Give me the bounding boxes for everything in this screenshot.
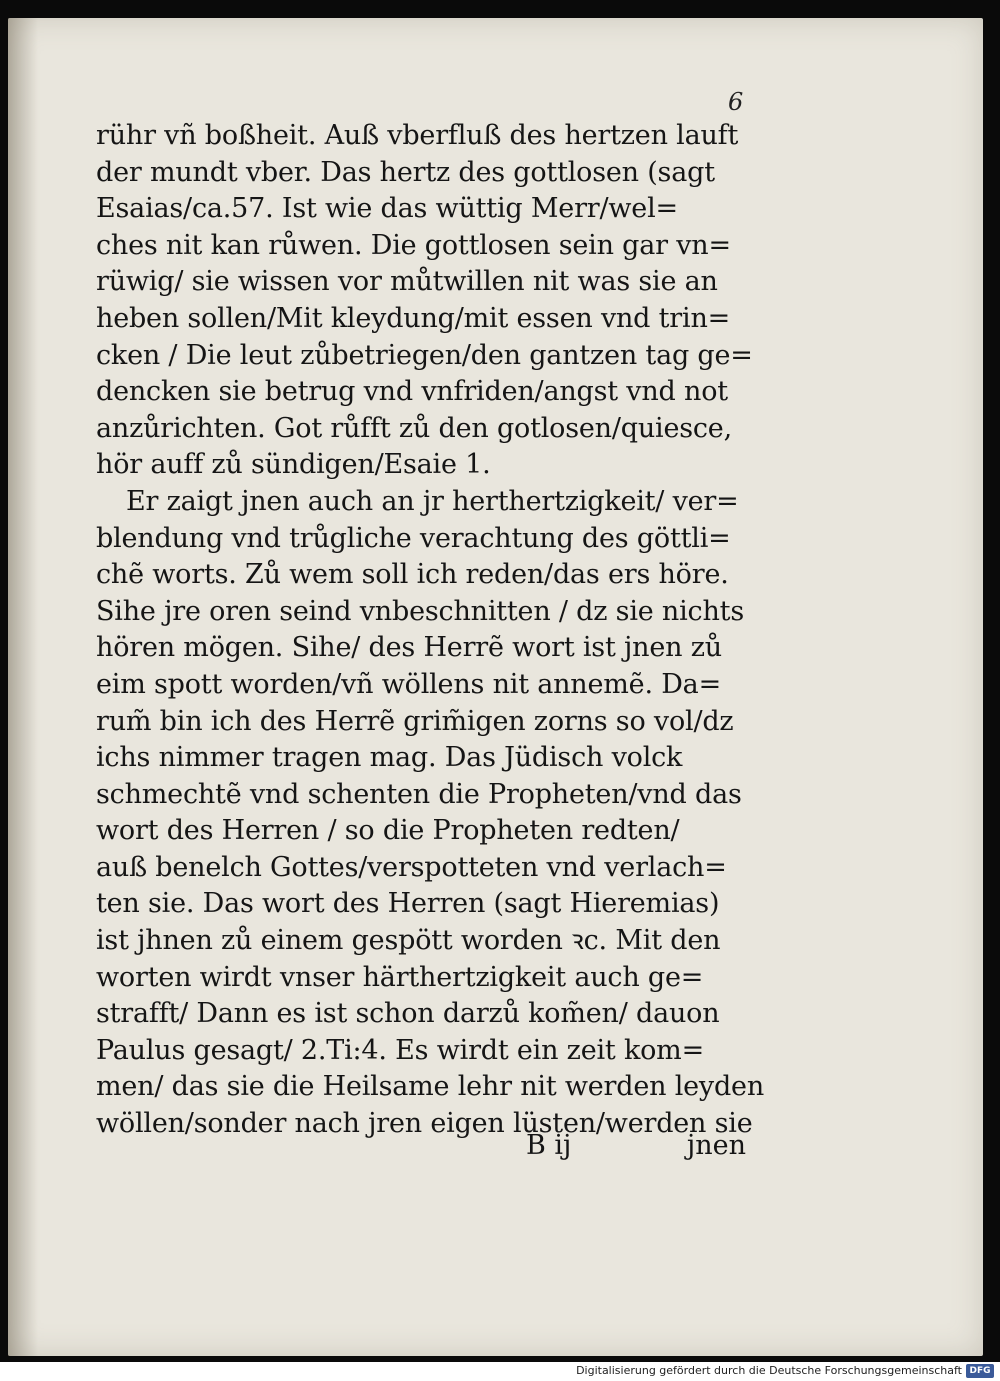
text-line: rühr vñ boßheit. Auß vberfluß des hertzen lauft: [96, 120, 739, 151]
text-line: chẽ worts. Zů wem soll ich reden/das ers höre.: [96, 559, 729, 591]
text-line: strafft/ Dann es ist schon darzů kom̃en/ dauon: [96, 998, 720, 1030]
text-line: ist jhnen zů einem gespött worden ꝛc. Mit den: [96, 925, 721, 957]
text-line: anzůrichten. Got růfft zů den gotlosen/quiesce,: [96, 412, 732, 444]
text-line: auß benelch Gottes/verspotteten vnd verlach=: [96, 851, 727, 883]
text-line: schmechtẽ vnd schenten die Propheten/vnd das: [96, 778, 742, 810]
dfg-logo-icon: DFG: [966, 1364, 994, 1378]
page-footer-row: [96, 1130, 746, 1170]
text-line: Esaias/ca.57. Ist wie das wüttig Merr/wel=: [96, 193, 678, 225]
text-line: men/ das sie die Heilsame lehr nit werden leyden: [96, 1071, 765, 1103]
text-line: blendung vnd trůgliche verachtung des göttli=: [96, 522, 731, 554]
signature-mark: B ij: [526, 1130, 572, 1161]
text-line: ches nit kan růwen. Die gottlosen sein gar vn=: [96, 229, 731, 261]
text-line: wort des Herren / so die Propheten redten/: [96, 815, 680, 847]
text-line: dencken sie betrug vnd vnfriden/angst vnd not: [96, 376, 728, 408]
text-line: Sihe jre oren seind vnbeschnitten / dz sie nichts: [96, 595, 744, 627]
text-line: cken / Die leut zůbetriegen/den gantzen tag ge=: [96, 339, 753, 371]
catchword: jnen: [686, 1130, 746, 1161]
digitization-credit: Digitalisierung gefördert durch die Deutsche Forschungsgemeinschaft: [576, 1364, 962, 1377]
text-line: rüwig/ sie wissen vor můtwillen nit was sie an: [96, 266, 718, 298]
text-line: ichs nimmer tragen mag. Das Jüdisch volck: [96, 742, 683, 774]
page-number: 6: [728, 88, 744, 116]
text-line: rum̃ bin ich des Herrẽ grim̃igen zorns so vol/dz: [96, 705, 734, 737]
text-line: Paulus gesagt/ 2.Ti:4. Es wirdt ein zeit kom=: [96, 1034, 704, 1066]
text-line: eim spott worden/vñ wöllens nit annemẽ. Da=: [96, 668, 721, 700]
text-line: heben sollen/Mit kleydung/mit essen vnd trin=: [96, 302, 731, 334]
text-line: hör auff zů sündigen/Esaie 1.: [96, 449, 491, 481]
paragraph-start-line: Er zaigt jnen auch an jr herthertzigkeit/ ver=: [126, 485, 739, 517]
text-line: ten sie. Das wort des Herren (sagt Hieremias): [96, 888, 720, 920]
text-line: der mundt vber. Das hertz des gottlosen (sagt: [96, 156, 715, 188]
text-line: worten wirdt vnser härthertzigkeit auch ge=: [96, 961, 704, 993]
book-page: [8, 18, 983, 1356]
body-text: [96, 118, 765, 1143]
text-line: hören mögen. Sihe/ des Herrẽ wort ist jnen zů: [96, 632, 722, 664]
text-line: wöllen/sonder nach jren eigen lüsten/werden sie: [96, 1108, 753, 1140]
